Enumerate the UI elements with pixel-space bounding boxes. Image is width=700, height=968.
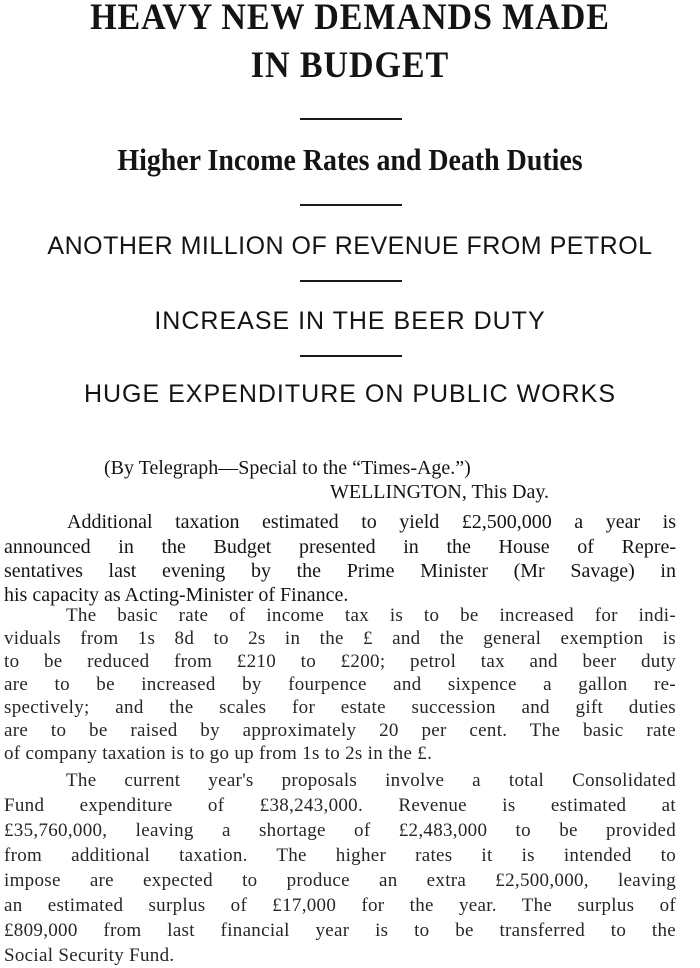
paragraph-line: announced in the Budget presented in the House of Repre-: [4, 536, 676, 558]
subheadline-petrol-revenue: ANOTHER MILLION OF REVENUE FROM PETROL: [47, 232, 653, 260]
paragraph-line: sentatives last evening by the Prime Minister (Mr Savage) in: [4, 560, 676, 582]
paragraph-line: his capacity as Acting-Minister of Finance.: [4, 584, 349, 606]
byline: (By Telegraph—Special to the “Times-Age.”): [104, 457, 471, 479]
paragraph-line: Additional taxation estimated to yield £2,500,000 a year is: [67, 511, 676, 533]
headline-line-1: HEAVY NEW DEMANDS MADE: [90, 0, 610, 38]
paragraph-line: to be reduced from £210 to £200; petrol tax and beer duty: [4, 651, 676, 672]
paragraph-line: viduals from 1s 8d to 2s in the £ and the general exemption is: [4, 628, 676, 649]
paragraph-line: The current year's proposals involve a total Consolidated: [66, 770, 676, 791]
paragraph-line: £809,000 from last financial year is to be transferred to the: [4, 920, 676, 941]
divider-rule: [300, 280, 402, 282]
divider-rule: [300, 118, 402, 120]
paragraph-line: Fund expenditure of £38,243,000. Revenue is estimated at: [4, 795, 676, 816]
paragraph-line: of company taxation is to go up from 1s to 2s in the £.: [4, 743, 433, 764]
paragraph-line: £35,760,000, leaving a shortage of £2,483,000 to be provided: [4, 820, 676, 841]
dateline: WELLINGTON, This Day.: [330, 481, 550, 503]
paragraph-line: Social Security Fund.: [4, 945, 175, 966]
paragraph-line: impose are expected to produce an extra £2,500,000, leaving: [4, 870, 676, 891]
divider-rule: [300, 204, 402, 206]
paragraph-line: are to be increased by fourpence and sixpence a gallon re-: [4, 674, 676, 695]
paragraph-line: from additional taxation. The higher rates it is intended to: [4, 845, 676, 866]
paragraph-line: The basic rate of income tax is to be increased for indi-: [66, 605, 676, 626]
subheadline-income-rates: Higher Income Rates and Death Duties: [117, 142, 583, 177]
divider-rule: [300, 355, 402, 357]
paragraph-line: spectively; and the scales for estate succession and gift duties: [4, 697, 676, 718]
paragraph-line: an estimated surplus of £17,000 for the year. The surplus of: [4, 895, 676, 916]
headline-line-2: IN BUDGET: [250, 45, 450, 86]
subheadline-beer-duty: INCREASE IN THE BEER DUTY: [154, 307, 546, 335]
subheadline-public-works: HUGE EXPENDITURE ON PUBLIC WORKS: [83, 380, 617, 408]
paragraph-line: are to be raised by approximately 20 per cent. The basic rate: [4, 720, 676, 741]
